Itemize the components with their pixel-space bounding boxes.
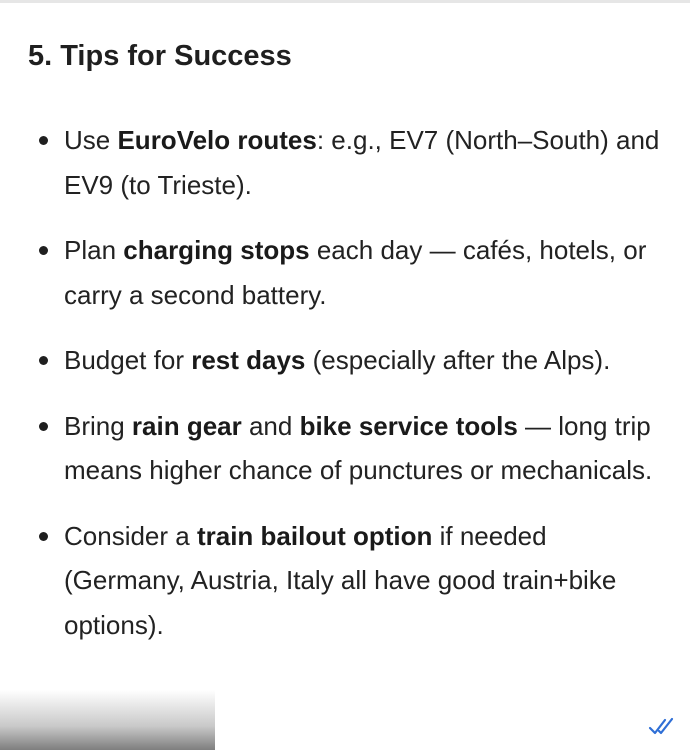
bullet-icon xyxy=(39,422,48,431)
tip-text-2: Plan charging stops each day — cafés, hotels, or carry a second battery. xyxy=(64,235,647,310)
tip-item-1 xyxy=(0,118,690,207)
bullet-icon xyxy=(39,356,48,365)
bullet-icon xyxy=(39,532,48,541)
tip-text-1: Use EuroVelo routes: e.g., EV7 (North–South) and EV9 (to Trieste). xyxy=(64,125,660,200)
tip-text-3: Budget for rest days (especially after the Alps). xyxy=(64,345,611,375)
double-check-icon xyxy=(648,715,676,737)
section-heading: 5. Tips for Success xyxy=(28,40,292,72)
tip-item-3 xyxy=(0,338,690,383)
tip-item-5 xyxy=(0,514,690,648)
tip-item-4 xyxy=(0,404,690,493)
bottom-shadow-overlay xyxy=(0,690,215,750)
tip-text-4: Bring rain gear and bike service tools — long trip means higher chance of punctures or mechanicals. xyxy=(64,410,653,485)
top-divider xyxy=(0,0,690,3)
tip-item-2 xyxy=(0,228,690,317)
tip-text-5: Consider a train bailout option if needed (Germany, Austria, Italy all have good train+bike options). xyxy=(64,520,617,640)
bullet-icon xyxy=(39,246,48,255)
tips-list xyxy=(0,118,690,668)
bullet-icon xyxy=(39,136,48,145)
